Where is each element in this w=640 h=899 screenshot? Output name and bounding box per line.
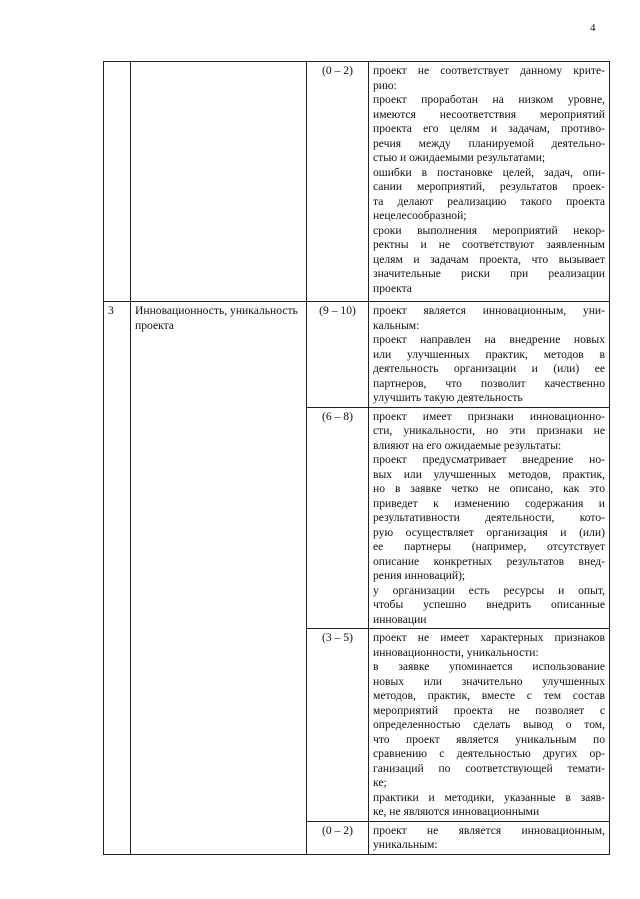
description-paragraph: [373, 64, 605, 93]
table-row: [104, 62, 610, 302]
description-paragraph: [373, 166, 605, 224]
description-line: ее партнеры (например, отсутствует: [373, 540, 605, 553]
description-line: результативности деятельности, кото-: [373, 511, 605, 524]
score-range: (0 – 2): [307, 821, 369, 854]
description-line: проекта его целям и задачам, противо-: [373, 122, 605, 135]
criterion-name: [131, 62, 307, 302]
criterion-name: Инновационность, уникальность проекта: [131, 302, 307, 855]
description-line: новых или значительно улучшенных: [373, 674, 605, 688]
description-line: или улучшенных практик, методов в: [373, 347, 605, 361]
description-paragraph: [373, 660, 605, 791]
description-line: сравнению с деятельностью других ор-: [373, 747, 605, 760]
description-line: проект не имеет характерных признаков: [373, 631, 605, 644]
criterion-number: [104, 62, 131, 302]
description-line: сании мероприятий, результатов проек-: [373, 180, 605, 193]
description-line: у организации есть ресурсы и опыт,: [373, 583, 605, 597]
score-description: [369, 62, 610, 302]
description-paragraph: [373, 304, 605, 333]
description-paragraph: [373, 93, 605, 166]
page-number: 4: [590, 22, 596, 34]
description-line: ке, не являются инновационными: [373, 805, 540, 818]
criterion-number: 3: [104, 302, 131, 855]
description-line: ошибки в постановке целей, задач, опи-: [373, 165, 605, 179]
description-line: деятельность организации и (или) ее: [373, 362, 605, 375]
description-line: рую осуществляет организация и (или): [373, 525, 605, 539]
score-description: [369, 407, 610, 629]
description-line: ректны и не соответствуют заявленным: [373, 238, 605, 251]
description-line: инновации: [373, 612, 427, 626]
description-line: проект имеет признаки инновационно-: [373, 409, 605, 423]
score-description: [369, 629, 610, 822]
description-line: проект направлен на внедрение новых: [373, 333, 605, 346]
description-line: приведет к изменению содержания и: [373, 496, 605, 510]
description-line: вых или улучшенных методов, практик,: [373, 467, 605, 481]
score-description: [369, 821, 610, 854]
description-line: проект проработан на низком уровне,: [373, 93, 605, 106]
table-row: [104, 302, 610, 408]
description-paragraph: [373, 584, 605, 628]
description-line: улучшить такую деятельность: [373, 391, 523, 404]
description-line: уникальным:: [373, 838, 438, 851]
description-line: практики и методики, указанные в заяв-: [373, 790, 605, 804]
description-paragraph: [373, 333, 605, 406]
description-line: мероприятий проекта не позволяет с: [373, 703, 605, 717]
description-line: проект не является инновационным,: [373, 823, 605, 837]
description-paragraph: [373, 631, 605, 660]
description-line: проект не соответствует данному крите-: [373, 64, 605, 77]
score-range: (6 – 8): [307, 407, 369, 629]
description-line: нецелесообразной;: [373, 209, 467, 222]
description-paragraph: [373, 453, 605, 584]
description-line: инновационности, уникальности:: [373, 645, 539, 659]
description-line: проект является инновационным, уни-: [373, 304, 605, 317]
description-line: та делают реализацию такого проекта: [373, 194, 605, 208]
criteria-table-body: [104, 62, 610, 855]
description-line: речия между планируемой деятельно-: [373, 136, 605, 150]
description-line: сти, уникальности, но эти признаки не: [373, 424, 605, 437]
description-line: партнеров, что позволит качественно: [373, 376, 605, 390]
description-line: рения инноваций);: [373, 569, 466, 582]
score-range: (9 – 10): [307, 302, 369, 408]
description-line: проекта: [373, 281, 412, 295]
description-line: в заявке упоминается использование: [373, 660, 605, 673]
description-line: чтобы успешно внедрить описанные: [373, 598, 605, 611]
description-line: ганизаций по соответствующей темати-: [373, 761, 605, 775]
description-line: стью и ожидаемыми результатами;: [373, 151, 546, 164]
description-line: рию:: [373, 78, 397, 92]
description-line: описание конкретных результатов внед-: [373, 554, 605, 568]
score-range: (3 – 5): [307, 629, 369, 822]
criteria-table: [103, 61, 610, 855]
description-paragraph: [373, 410, 605, 454]
description-paragraph: [373, 224, 605, 297]
description-line: ке;: [373, 776, 387, 789]
description-paragraph: [373, 791, 605, 820]
description-line: сроки выполнения мероприятий некор-: [373, 223, 605, 237]
description-line: определенностью сделать вывод о том,: [373, 718, 605, 731]
description-paragraph: [373, 824, 605, 853]
description-line: кальным:: [373, 318, 420, 332]
description-line: влияют на его ожидаемые результаты:: [373, 438, 562, 452]
description-line: методов, практик, вместе с тем состав: [373, 689, 605, 702]
description-line: целям и задачам проекта, что вызывает: [373, 252, 605, 266]
score-description: [369, 302, 610, 408]
description-line: что проект является уникальным по: [373, 732, 605, 746]
description-line: значительные риски при реализации: [373, 267, 605, 280]
score-range: (0 – 2): [307, 62, 369, 302]
description-line: но в заявке четко не описано, как это: [373, 482, 605, 495]
description-line: имеются несоответствия мероприятий: [373, 107, 605, 121]
description-line: проект предусматривает внедрение но-: [373, 453, 605, 466]
